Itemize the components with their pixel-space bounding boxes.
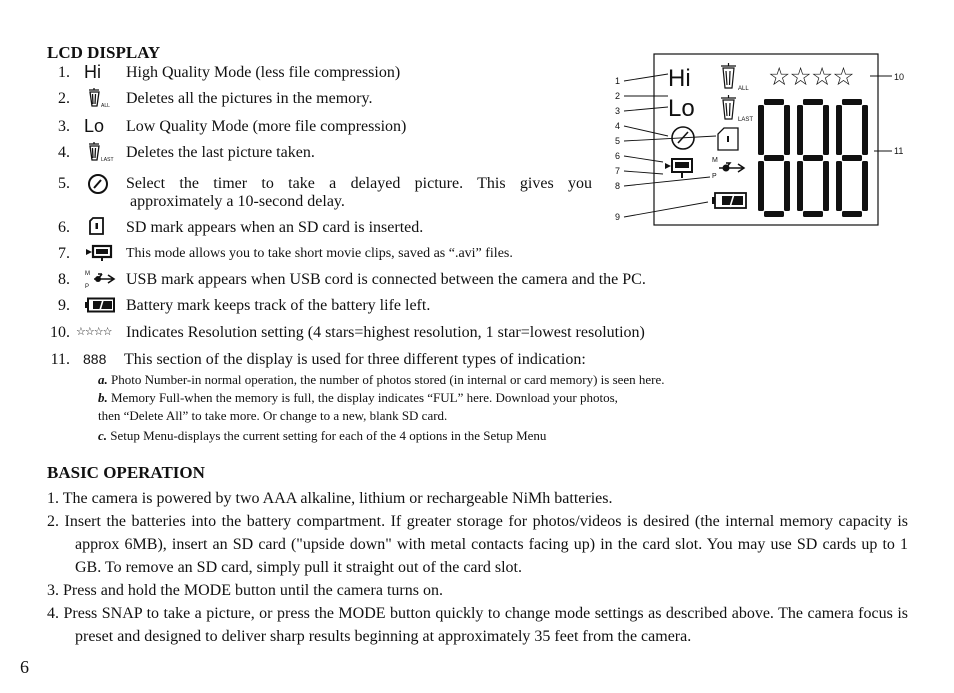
callout-5: 5 [615,136,621,146]
subitem-text: Photo Number-in normal operation, the number of photos stored (in internal or card memory) is seen here. [111,372,665,387]
lcd-diagram [608,52,908,232]
item-text: Battery mark keeps track of the battery life left. [126,297,431,314]
basic-step-2: 2. Insert the batteries into the battery compartment. If greater storage for photos/videos is desired (the internal memory capacity is approx 6MB), insert an SD card ("upside down" with metal contacts facing up) in the card slot. You may use SD cards up to 1 GB. To remove an SD card, simply pull it straight out of the card slot. [47,513,908,576]
item-text: This mode allows you to take short movie clips, saved as “.avi” files. [126,246,513,261]
subitem-label: b. [98,390,108,405]
digit-segment [803,99,823,105]
item-text: Indicates Resolution setting (4 stars=highest resolution, 1 star=lowest resolution) [126,324,645,341]
item-number: 6. [58,219,70,236]
item-number: 1. [58,64,70,81]
digit-segment [842,211,862,217]
lcd-p-label: P [712,173,717,180]
subitem-a [98,372,665,388]
digit-segment [764,155,784,161]
item-text: Deletes all the pictures in the memory. [126,90,373,107]
digit-segment [784,105,790,155]
svg-text:P: P [85,284,90,290]
basic-step-3: 3. Press and hold the MODE button until the camera turns on. [47,582,443,599]
digit-segment [758,161,764,211]
digit-segment [862,161,868,211]
item-text: SD mark appears when an SD card is inserted. [126,219,424,236]
subitem-text: Memory Full-when the memory is full, the display indicates “FUL” here. Download your photos, [111,390,618,405]
digit-segment [797,161,803,211]
item-number: 4. [58,144,70,161]
basic-step-4: 4. Press SNAP to take a picture, or press the MODE button quickly to change mode settings as described above. The camera focus is preset and designed to deliver sharp results beginning at approximately 35 feet from the camera. [47,605,908,645]
digit-segment [764,99,784,105]
item-number: 3. [58,118,70,135]
subitem-c [98,428,546,444]
callout-3: 3 [615,106,621,116]
lcd-stars: ☆☆☆☆ [768,62,854,91]
item-text: USB mark appears when USB cord is connected between the camera and the PC. [126,271,646,288]
callout-9: 9 [615,212,621,222]
basic-operation-heading: BASIC OPERATION [47,463,205,482]
item-number: 7. [58,245,70,262]
page-number: 6 [20,657,29,677]
trash-all-icon [86,87,114,109]
digit-segment [764,211,784,217]
item-number: 5. [58,175,70,192]
svg-text:ALL: ALL [101,103,110,109]
timer-icon [86,173,110,195]
item-text: Low Quality Mode (more file compression) [126,118,407,135]
usb-icon [84,268,118,290]
lcd-display-heading: LCD DISPLAY [47,43,161,62]
item-text: Deletes the last picture taken. [126,144,315,161]
item-number: 2. [58,90,70,107]
callout-8: 8 [615,181,621,191]
digit-segment [842,99,862,105]
item-text: Select the timer to take a delayed picture. This gives you [126,175,592,192]
digit-segment [784,161,790,211]
svg-text:LAST: LAST [101,157,114,163]
subitem-b-continued: then “Delete All” to take more. Or change to a new, blank SD card. [98,408,448,423]
digit-segment [803,155,823,161]
digit-segment [797,105,803,155]
callout-2: 2 [615,91,621,101]
callout-1: 1 [615,76,621,86]
digit-segment [803,211,823,217]
lo-symbol: Lo [84,116,105,136]
lcd-hi: Hi [668,65,691,92]
sd-card-icon [88,216,106,236]
lcd-lo: Lo [668,95,695,122]
callout-6: 6 [615,151,621,161]
digit-segment [836,105,842,155]
item-text: High Quality Mode (less file compression) [126,64,401,81]
lcd-all-label: ALL [738,86,749,92]
lcd-last-label: LAST [738,117,754,123]
digit-segment [836,161,842,211]
battery-icon [84,297,116,313]
subitem-text: Setup Menu-displays the current setting for each of the 4 options in the Setup Menu [110,428,547,443]
digit-segment [823,105,829,155]
digit-segment [823,161,829,211]
digit-segment [842,155,862,161]
digits-symbol: 888 [83,351,107,367]
item-text: This section of the display is used for three different types of indication: [124,351,586,368]
hi-symbol: Hi [84,62,101,82]
resolution-stars-symbol: ☆☆☆☆ [76,326,112,338]
callout-4: 4 [615,121,621,131]
item-number: 8. [58,271,70,288]
svg-text:M: M [85,271,90,277]
lcd-m-label: M [712,157,718,164]
callout-10: 10 [894,72,905,82]
subitem-b [98,390,618,406]
digit-segment [862,105,868,155]
item-number: 10. [50,324,70,341]
subitem-label: c. [98,428,108,443]
basic-step-1: 1. The camera is powered by two AAA alkaline, lithium or rechargeable NiMh batteries. [47,490,613,507]
callout-7: 7 [615,166,621,176]
digit-segment [758,105,764,155]
trash-last-icon [86,141,116,163]
movie-icon [84,244,114,262]
item-text-continued: approximately a 10-second delay. [130,193,345,210]
item-number: 11. [50,351,70,368]
subitem-label: a. [98,372,108,387]
item-number: 9. [58,297,70,314]
callout-11: 11 [894,146,904,156]
